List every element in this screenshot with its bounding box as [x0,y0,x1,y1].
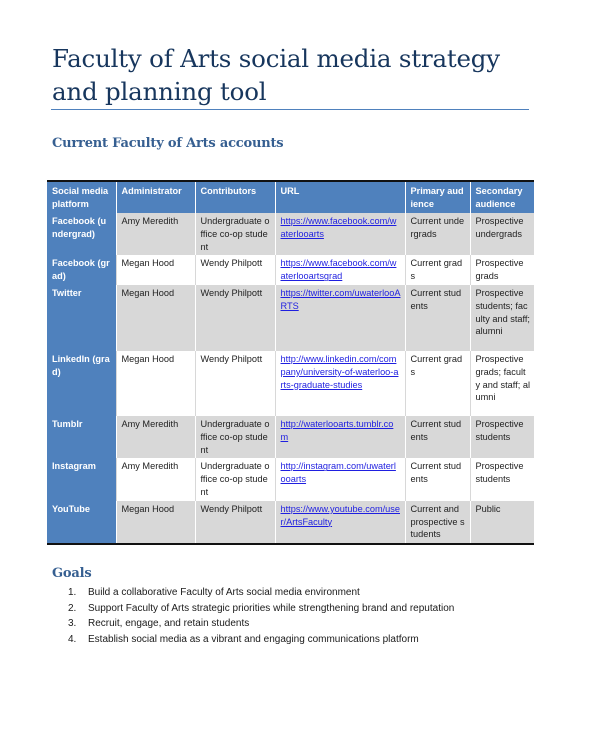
contributors-cell: Undergraduate office co-op student [195,213,275,255]
administrator-cell: Amy Meredith [116,416,195,458]
accounts-table [47,180,534,545]
url-link[interactable]: https://www.facebook.com/waterlooartsgrad [280,258,397,282]
secondary-audience-cell: Prospective students; faculty and staff; alumni [470,285,534,351]
goal-text: Build a collaborative Faculty of Arts social media environment [88,587,360,598]
contributors-cell: Wendy Philpott [195,501,275,544]
goal-text: Recruit, engage, and retain students [88,618,250,629]
url-link[interactable]: http://www.linkedin.com/company/university-of-waterloo-arts-graduate-studies [280,353,399,390]
column-header-url: URL [275,181,405,213]
contributors-cell: Undergraduate office co-op student [195,416,275,458]
goal-item [68,601,454,617]
administrator-cell: Megan Hood [116,255,195,285]
secondary-audience-cell: Prospective grads [470,255,534,285]
column-header-administrator: Administrator [116,181,195,213]
platform-cell: Instagram [47,458,116,500]
goal-number: 3. [68,618,77,629]
goal-text: Support Faculty of Arts strategic priorities while strengthening brand and reputation [88,602,455,614]
platform-cell: Facebook (grad) [47,255,116,285]
table-row [47,351,534,416]
goal-item [68,585,454,601]
url-link[interactable]: https://www.youtube.com/user/ArtsFaculty [280,503,400,527]
column-header-primary-audience: Primary audience [405,181,470,213]
table-row [47,501,534,544]
table-row [47,416,534,458]
primary-audience-cell: Current and prospective students [405,501,470,544]
administrator-cell: Amy Meredith [116,458,195,500]
table-row [47,458,534,500]
table-row [47,285,534,351]
goals-list [68,585,454,647]
goal-number: 2. [68,602,77,614]
url-link[interactable]: http://waterlooarts.tumblr.com [280,418,394,442]
primary-audience-cell: Current students [405,285,470,351]
column-header-contributors: Contributors [195,181,275,213]
column-header-platform: Social media platform [52,186,109,209]
contributors-cell: Wendy Philpott [195,285,275,351]
goal-item [68,632,454,648]
primary-audience-cell: Current students [405,458,470,500]
contributors-cell: Undergraduate office co-op student [195,458,275,500]
primary-audience-cell: Current undergrads [405,213,470,255]
goal-number: 4. [68,633,77,645]
platform-cell: Facebook (undergrad) [47,213,116,255]
platform-cell: LinkedIn (grad) [47,351,116,416]
accounts-heading: Current Faculty of Arts accounts [52,136,284,151]
contributors-cell: Wendy Philpott [195,351,275,416]
goal-text: Establish social media as a vibrant and engaging communications platform [88,633,419,645]
table-row [47,213,534,255]
administrator-cell: Amy Meredith [116,213,195,255]
page-title: Faculty of Arts social media strategy and planning tool [52,44,500,106]
url-link[interactable]: https://twitter.com/uwaterlooARTS [280,287,401,311]
platform-cell: Twitter [47,285,116,351]
goal-item [68,616,454,632]
contributors-cell: Wendy Philpott [195,255,275,285]
table-row [47,255,534,285]
goals-heading: Goals [52,566,92,581]
administrator-cell: Megan Hood [116,351,195,416]
secondary-audience-cell: Prospective grads; faculty and staff; alumni [470,351,534,416]
administrator-cell: Megan Hood [116,285,195,351]
administrator-cell: Megan Hood [116,501,195,544]
secondary-audience-cell: Public [470,501,534,544]
primary-audience-cell: Current grads [405,351,470,416]
title-divider [51,109,529,110]
secondary-audience-cell: Prospective students [470,416,534,458]
column-header-secondary-audience: Secondary audience [470,181,534,213]
platform-cell: YouTube [47,501,116,544]
goal-number: 1. [68,587,77,598]
url-link[interactable]: http://instagram.com/uwaterlooarts [280,461,396,485]
secondary-audience-cell: Prospective students [470,458,534,500]
primary-audience-cell: Current grads [405,255,470,285]
platform-cell: Tumblr [47,416,116,458]
url-link[interactable]: https://www.facebook.com/waterlooarts [280,216,397,239]
primary-audience-cell: Current students [405,416,470,458]
secondary-audience-cell: Prospective undergrads [470,213,534,255]
table-header-row [47,181,534,213]
